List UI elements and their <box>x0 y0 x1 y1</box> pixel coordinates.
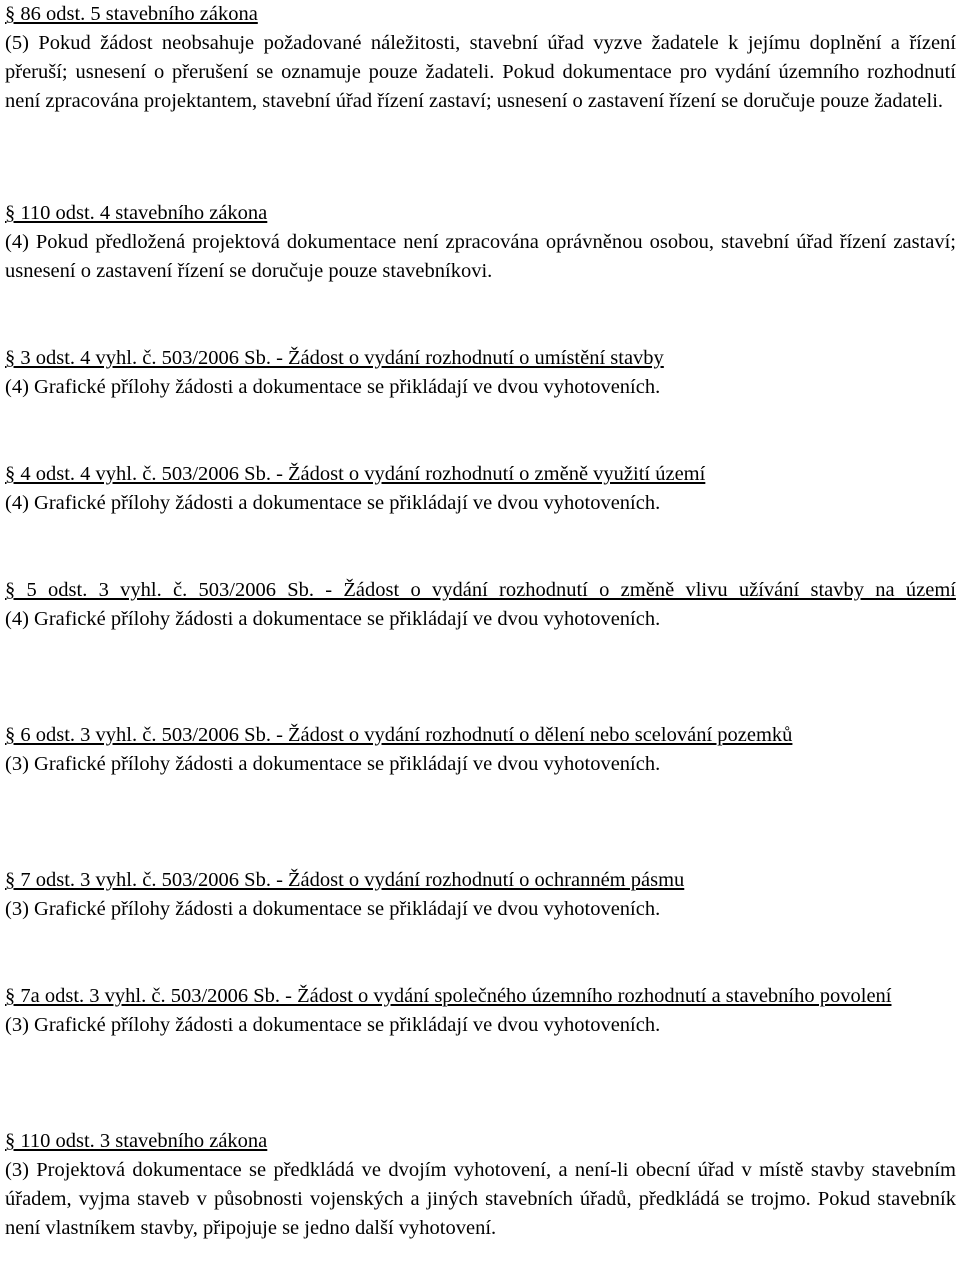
section-text: (3) Grafické přílohy žádosti a dokumentace se přikládají ve dvou vyhotoveních. <box>5 898 661 920</box>
section-vyhl-5-3 <box>5 576 956 634</box>
section-110-4 <box>5 199 956 286</box>
section-heading: § 86 odst. 5 stavebního zákona <box>5 3 258 25</box>
section-text: (5) Pokud žádost neobsahuje požadované náležitosti, stavební úřad vyzve žadatele k jejímu doplnění a řízení přeruší; usnesení o přerušení se oznamuje pouze žadateli. Pokud dokumentace pro vydání územního rozhodnutí není zpracována projektantem, stavební úřad řízení zastaví; usnesení o zastavení řízení se doručuje pouze žadateli. <box>5 32 956 112</box>
section-text: (4) Grafické přílohy žádosti a dokumentace se přikládají ve dvou vyhotoveních. <box>5 492 661 514</box>
section-heading: § 6 odst. 3 vyhl. č. 503/2006 Sb. - Žádost o vydání rozhodnutí o dělení nebo scelování pozemků <box>5 724 793 746</box>
section-text: (4) Grafické přílohy žádosti a dokumentace se přikládají ve dvou vyhotoveních. <box>5 608 661 630</box>
section-heading: § 110 odst. 4 stavebního zákona <box>5 202 268 224</box>
section-heading: § 4 odst. 4 vyhl. č. 503/2006 Sb. - Žádost o vydání rozhodnutí o změně využití území <box>5 463 706 485</box>
section-heading: § 7 odst. 3 vyhl. č. 503/2006 Sb. - Žádost o vydání rozhodnutí o ochranném pásmu <box>5 869 685 891</box>
section-text: (4) Grafické přílohy žádosti a dokumentace se přikládají ve dvou vyhotoveních. <box>5 376 661 398</box>
section-heading: § 110 odst. 3 stavebního zákona <box>5 1130 268 1152</box>
section-text: (3) Projektová dokumentace se předkládá ve dvojím vyhotovení, a není-li obecní úřad v místě stavby stavebním úřadem, vyjma staveb v působnosti vojenských a jiných stavebních úřadů, předkládá se trojmo. Pokud stavebník není vlastníkem stavby, připojuje se jedno další vyhotovení. <box>5 1159 956 1239</box>
section-heading: § 7a odst. 3 vyhl. č. 503/2006 Sb. - Žádost o vydání společného územního rozhodnutí a stavebního povolení <box>5 985 892 1007</box>
section-heading: § 3 odst. 4 vyhl. č. 503/2006 Sb. - Žádost o vydání rozhodnutí o umístění stavby <box>5 347 664 369</box>
section-vyhl-7a-3 <box>5 982 956 1040</box>
section-vyhl-7-3 <box>5 866 956 924</box>
section-heading: § 5 odst. 3 vyhl. č. 503/2006 Sb. - Žádost o vydání rozhodnutí o změně vlivu užívání stavby na území <box>5 579 956 601</box>
section-vyhl-4-4 <box>5 460 956 518</box>
section-110-3 <box>5 1127 956 1243</box>
section-86-5 <box>5 0 956 116</box>
section-vyhl-6-3 <box>5 721 956 779</box>
section-text: (3) Grafické přílohy žádosti a dokumentace se přikládají ve dvou vyhotoveních. <box>5 753 661 775</box>
section-vyhl-3-4 <box>5 344 956 402</box>
section-text: (4) Pokud předložená projektová dokumentace není zpracována oprávněnou osobou, stavební úřad řízení zastaví; usnesení o zastavení řízení se doručuje pouze stavebníkovi. <box>5 231 956 282</box>
section-text: (3) Grafické přílohy žádosti a dokumentace se přikládají ve dvou vyhotoveních. <box>5 1014 661 1036</box>
